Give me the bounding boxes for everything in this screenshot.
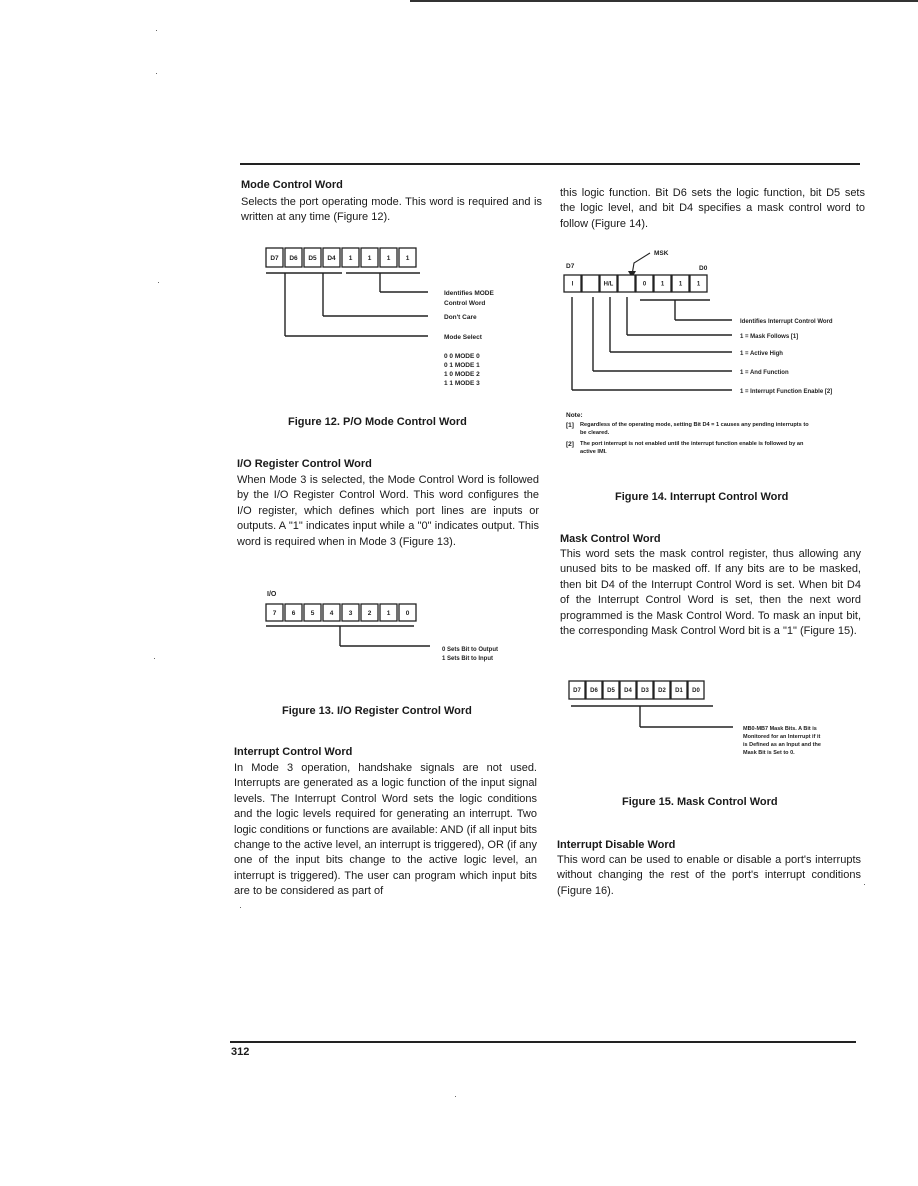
fig15-label-line-4: Mask Bit is Set to 0. [743, 750, 795, 756]
fig15-bit-label: D0 [692, 688, 700, 695]
interrupt-control-text: In Mode 3 operation, handshake signals are not used. Interrupts are generated as a logic function of the input signal levels. The Interrupt Control Word sets the logic conditions and the logic levels required for generating an interrupt. Two logic conditions or functions are available: AND (if all input bits change to the active level, an interrupt is triggered), OR (if any one of the input bits change to the active logic level, an interrupt is triggered). The user can program which input bits are to be considered as part of [234, 762, 537, 898]
fig12-bit-label: 1 [386, 254, 391, 262]
fig14-label-and-function: 1 = And Function [740, 370, 789, 376]
fig12-bit-label: 1 [348, 254, 353, 262]
fig14-bit-label: H/L [603, 281, 614, 288]
fig12-mode-1: 0 1 MODE 1 [444, 362, 480, 369]
scan-speck [154, 658, 155, 659]
figure-13-caption: Figure 13. I/O Register Control Word [282, 705, 472, 717]
page-number: 312 [231, 1046, 250, 1058]
fig14-bit-label: 0 [642, 281, 647, 288]
fig12-bit-label: 1 [405, 254, 410, 262]
figure-12-diagram [240, 240, 530, 400]
fig14-label-mask-follows: 1 = Mask Follows [1] [740, 334, 799, 340]
fig12-bit-label: 1 [367, 254, 372, 262]
scan-speck [240, 907, 241, 908]
fig13-bit-label: 3 [348, 609, 353, 617]
fig13-input-label: 1 Sets Bit to Input [442, 656, 493, 662]
fig13-bit-label: 7 [272, 609, 277, 617]
fig12-bit-label: D6 [289, 254, 298, 262]
fig13-output-label: 0 Sets Bit to Output [442, 647, 498, 653]
fig12-register [266, 248, 416, 267]
fig14-bit-label: I [571, 281, 574, 288]
mask-control-heading: Mask Control Word [560, 533, 661, 545]
fig12-mode-3: 1 1 MODE 3 [444, 380, 480, 387]
fig14-d0-label: D0 [699, 265, 708, 272]
fig12-bit-label: D4 [327, 254, 336, 262]
fig13-bit-label: 6 [291, 609, 296, 617]
fig12-identifies-label: Identifies MODE [444, 290, 494, 297]
io-register-heading: I/O Register Control Word [237, 458, 372, 470]
fig14-d7-label: D7 [566, 263, 575, 270]
fig15-bit-label: D7 [573, 688, 581, 695]
scan-speck [156, 30, 157, 31]
fig12-bit-label: D7 [270, 254, 279, 262]
figure-13-diagram [260, 585, 530, 670]
fig14-bit-cell [582, 275, 599, 292]
fig13-register [266, 604, 416, 621]
fig15-bit-label: D2 [658, 688, 666, 695]
fig13-bit-label: 5 [310, 609, 315, 617]
fig14-note1: Regardless of the operating mode, setting Bit D4 = 1 causes any pending interrupts to be cleared. [580, 422, 809, 436]
fig14-note2-number: [2] [566, 441, 574, 448]
fig13-bit-label: 4 [329, 609, 334, 617]
mode-control-heading: Mode Control Word [241, 179, 343, 191]
fig15-bit-label: D1 [675, 688, 683, 695]
fig14-note2: The port interrupt is not enabled until the interrupt function enable is followed by an active IMI. [580, 441, 804, 455]
fig14-note-title: Note: [566, 412, 583, 419]
fig15-label-line-2: Monitored for an Interrupt if it [743, 734, 821, 740]
fig13-bit-label: 0 [405, 609, 410, 617]
figure-14-caption: Figure 14. Interrupt Control Word [615, 491, 789, 503]
fig14-bit-label: 1 [678, 281, 683, 288]
interrupt-control-heading: Interrupt Control Word [234, 746, 353, 758]
scan-speck [455, 1096, 456, 1097]
scan-speck [156, 73, 157, 74]
fig12-mode-2: 1 0 MODE 2 [444, 371, 480, 378]
scan-speck [158, 282, 159, 283]
fig15-register [569, 681, 704, 699]
fig13-io-label: I/O [267, 591, 277, 598]
fig15-bit-label: D3 [641, 688, 649, 695]
fig12-mode-0: 0 0 MODE 0 [444, 353, 480, 360]
fig15-label-line-3: is Defined as an Input and the [743, 742, 821, 748]
interrupt-control-continued-text: this logic function. Bit D6 sets the logic function, bit D5 sets the logic level, and bit D4 specifies a mask control word to follow (Figure 14). [560, 187, 865, 230]
fig15-bit-label: D5 [607, 688, 615, 695]
interrupt-disable-heading: Interrupt Disable Word [557, 839, 676, 851]
scan-speck [864, 884, 865, 885]
fig15-label-line-1: MB0-MB7 Mask Bits. A Bit is [743, 726, 817, 732]
fig14-bit-label: 1 [696, 281, 701, 288]
fig14-bit-cell [618, 275, 635, 292]
fig12-dont-care-label: Don't Care [444, 314, 477, 321]
footer-rule [230, 1041, 856, 1043]
fig14-label-enable: 1 = Interrupt Function Enable [2] [740, 389, 833, 395]
figure-15-diagram [565, 675, 860, 770]
fig15-bit-label: D6 [590, 688, 598, 695]
fig14-label-identifies: Identifies Interrupt Control Word [740, 319, 833, 325]
io-register-text: When Mode 3 is selected, the Mode Control Word is followed by the I/O Register Control Word. This word configures the I/O register, which defines which port lines are inputs or outputs. A "1" indicates input while a "0" indicates output. This word is required when in Mode 3 (Figure 13). [237, 474, 539, 548]
fig13-bit-label: 1 [386, 609, 391, 617]
figure-14-diagram [560, 245, 865, 405]
figure-12-caption: Figure 12. P/O Mode Control Word [288, 416, 467, 428]
fig14-msk-label: MSK [654, 250, 669, 257]
fig13-bit-label: 2 [367, 609, 372, 617]
header-rule [240, 163, 860, 165]
fig12-mode-select-label: Mode Select [444, 334, 482, 341]
fig15-bit-label: D4 [624, 688, 632, 695]
fig14-note1-number: [1] [566, 422, 574, 429]
fig14-register [564, 275, 707, 292]
top-rule [410, 0, 918, 2]
fig14-label-active-high: 1 = Active High [740, 351, 783, 357]
fig14-bit-label: 1 [660, 281, 665, 288]
mode-control-text: Selects the port operating mode. This word is required and is written at any time (Figure 12). [241, 196, 542, 224]
interrupt-disable-text: This word can be used to enable or disable a port's interrupts without changing the rest of the port's interrupt conditions (Figure 16). [557, 854, 861, 897]
mask-control-text: This word sets the mask control register, thus allowing any unused bits to be masked off. If any bits are to be masked, then bit D4 of the Interrupt Control Word is set. When bit D4 of the Interrupt Control Word is set, then the next word programmed is the Mask Control Word. To mask an input bit, the corresponding Mask Control Word bit is a "1" (Figure 15). [560, 548, 861, 638]
fig12-identifies-label-2: Control Word [444, 300, 486, 307]
fig12-bit-label: D5 [308, 254, 317, 262]
figure-15-caption: Figure 15. Mask Control Word [622, 796, 778, 808]
